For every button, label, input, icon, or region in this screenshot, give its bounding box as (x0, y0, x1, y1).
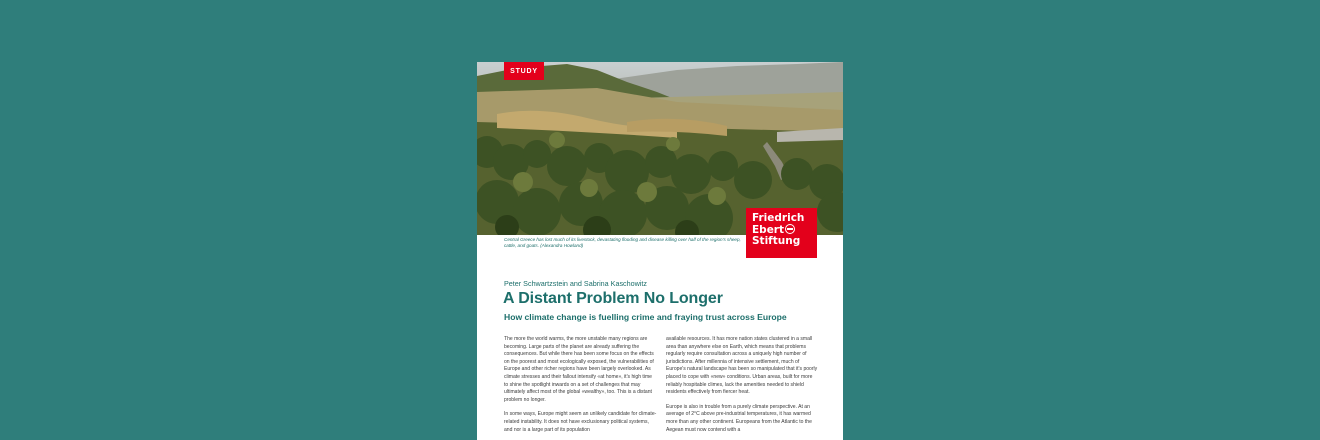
page-subtitle: How climate change is fuelling crime and fraying trust across Europe (504, 312, 787, 322)
page-title: A Distant Problem No Longer (503, 290, 723, 307)
logo-ring-icon (785, 224, 795, 234)
paragraph: The more the world warms, the more unstable many regions are becoming. Large parts of the planet are already suffering the consequences. But while there has been some focus on the effects on the poorest and most ecologically exposed, the vulnerabilities of Europe and other richer regions have been largely overlooked. As climate stresses and their fallout intensify «at home», it's high time to shine the spotlight inwards on a set of challenges that may ultimately affect most of the global «wealthy», too. This is a distant problem no longer. (504, 336, 654, 403)
logo-line-3: Stiftung (752, 235, 801, 248)
image-caption: Central Greece has lost much of its livestock, devastating flooding and disease killing over half of the region's sheep, cattle, and goats. (Alexandra Howland) (504, 237, 741, 248)
logo-line-2-text: Ebert (752, 224, 785, 237)
logo-line-1: Friedrich (752, 212, 805, 224)
paragraph: Europe is also in trouble from a purely climate perspective. At an average of 2°C above pre-industrial temperatures, it has warmed more than any other continent. Europeans from the Atlantic to the Aegean must now contend with a (666, 403, 812, 433)
document-page (477, 62, 843, 440)
paragraph: In some ways, Europe might seem an unlikely candidate for climate-related instability. It does not have exclusionary political systems, and nor is a large part of its population (504, 411, 657, 433)
authors: Peter Schwartzstein and Sabrina Kaschowitz (504, 279, 648, 288)
body-column-2 (666, 336, 819, 440)
fes-logo (746, 208, 817, 258)
body-column-1 (504, 336, 657, 440)
study-tag: STUDY (504, 62, 544, 80)
paragraph: available resources. It has more nation states clustered in a small area than anywhere else on Earth, which means that problems regularly require consultation across a uniquely high number of jurisdictions. After millennia of intensive settlement, much of Europe's natural landscape has been so manipulated that it's poorly placed to cope with «new» conditions. Urban areas, built for more reliably hospitable climes, lack the amenities needed to shield residents effectively from fiercer heat. (666, 336, 818, 396)
